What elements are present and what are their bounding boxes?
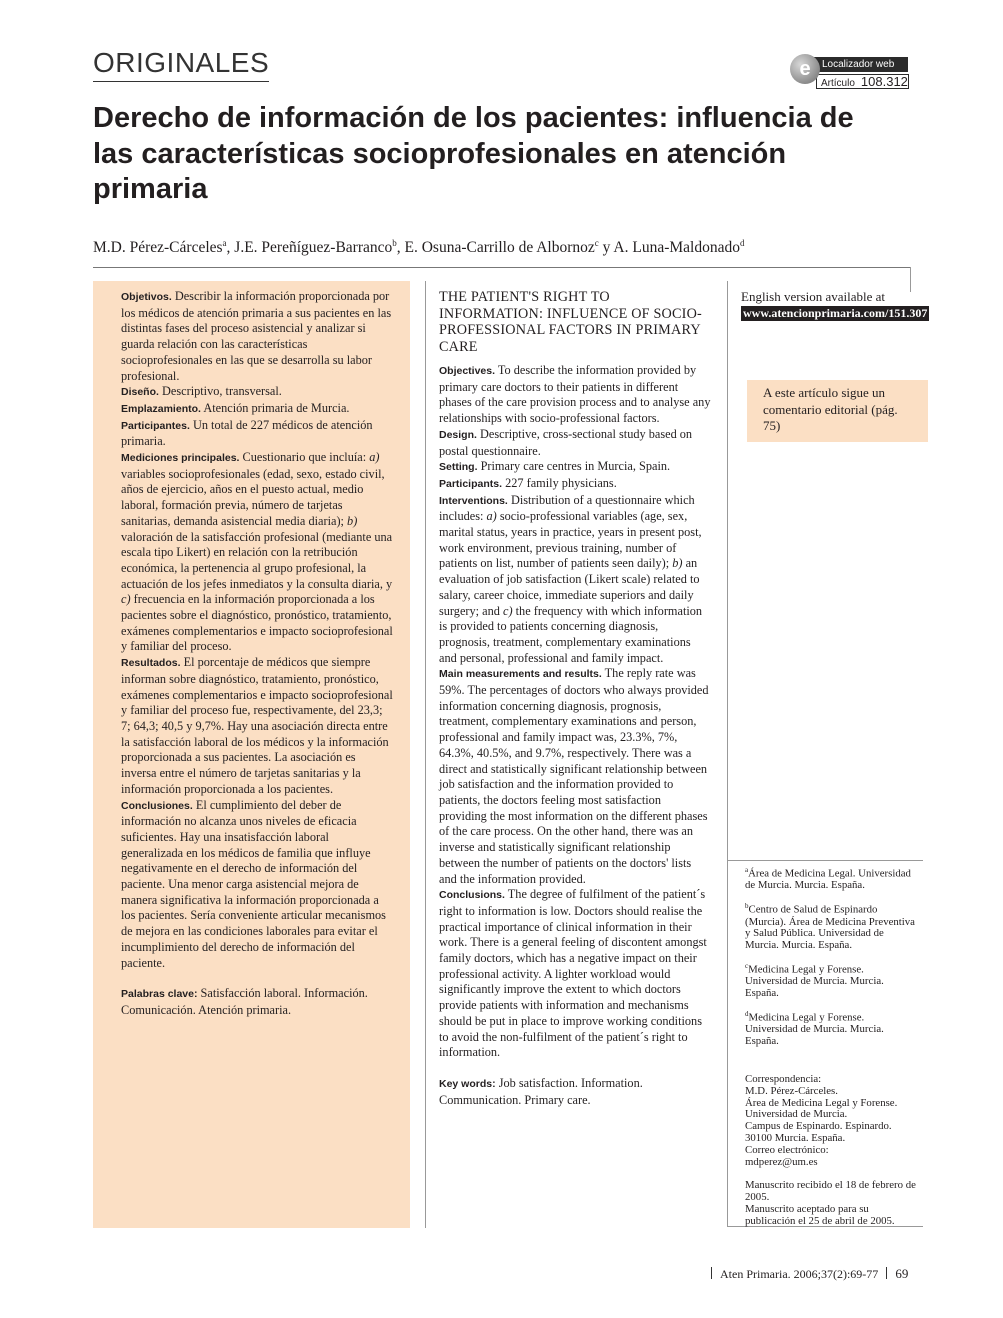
abstract-emplazamiento: Emplazamiento. Atención primaria de Murcia.: [121, 400, 350, 415]
english-version-note: [741, 289, 931, 321]
author-name: J.E. Pereñíguez-Barranco: [234, 239, 393, 257]
locator-title: Localizador web: [809, 57, 908, 72]
section-label: ORIGINALES: [93, 47, 269, 82]
e-logo-icon: e: [790, 54, 820, 84]
abstract-resultados: Resultados. El porcentaje de médicos que siempre informan sobre diagnóstico, tratamiento, pronóstico, exámenes complementarios e impacto socioprofesional y familiar del proceso fue, respectivamente, del 23,3; 7; 64,3; 40,5 y 9,7%. Hay una asociación directa entre la satisfacción laboral de los médicos y la información proporcionada a sus pacientes. La asociación es inversa entre el número de tarjetas sanitarias y la información proporcionada a los pacientes.: [121, 655, 393, 796]
journal-citation: Aten Primaria. 2006;37(2):69-77: [720, 1267, 879, 1281]
english-version-link[interactable]: www.atencionprimaria.com/151.307: [743, 306, 928, 320]
footer-separator: [886, 1267, 887, 1279]
author-separator: ,: [226, 239, 235, 257]
abstract-english: [439, 289, 711, 1108]
abstract-spanish: [93, 281, 410, 1228]
abstract-participants: Participants. 227 family physicians.: [439, 475, 617, 490]
english-available-text: English version available at: [741, 289, 886, 304]
abstract-objectives: Objectives. To describe the information provided by primary care doctors to their patients in different phases of the care provision process and to analyse any relationships with socio-professional factors.: [439, 363, 711, 426]
author-list: [93, 233, 923, 258]
abstract-keywords: Key words: Job satisfaction. Information. Communication. Primary care.: [439, 1075, 643, 1107]
header-divider: [93, 267, 911, 268]
abstract-diseno: Diseño. Descriptivo, transversal.: [121, 384, 282, 399]
locator-label: Artículo: [821, 78, 855, 89]
article-title: Derecho de información de los pacientes: influencia de las características socioprofesionales en atención primaria: [93, 102, 854, 205]
affiliation: $^c$Medicina Legal y Forense. Universidad de Murcia. Murcia. España.: [745, 961, 884, 1000]
manuscript-accepted: Manuscrito aceptado para su publicación el 25 de abril de 2005.: [745, 1202, 895, 1227]
author-name: E. Osuna-Carrillo de Albornoz: [404, 239, 595, 257]
author-affiliation-sup: d: [739, 238, 745, 248]
manuscript-received: Manuscrito recibido el 18 de febrero de 2005.: [745, 1179, 916, 1204]
affiliation: $^b$Centro de Salud de Espinardo (Murcia). Área de Medicina Preventiva y Salud Pública. Universidad de Murcia. Murcia. España.: [745, 902, 915, 952]
locator-article: [816, 74, 909, 89]
column-divider: [727, 281, 728, 861]
column-divider: [425, 281, 426, 1228]
author-affiliation-sup: c: [594, 238, 599, 248]
affiliations-box: [727, 860, 923, 1227]
abstract-mediciones: Mediciones principales. Cuestionario que incluía: a) variables socioprofesionales (edad, sexo, estado civil, años de ejercicio, años en el puesto actual, medio laboral, formación previa, número de tarjetas sanitarias, demanda asistencial media diaria); b) valoración de la satisfacción profesional (mediante una escala tipo Likert) en relación con la retribución económica, la pertenencia al grupo profesional, la actuación de los jefes inmediatos y la consulta diaria, y c) frecuencia en la información proporcionada a los pacientes sobre el diagnóstico, pronóstico, tratamiento, exámenes complementarios e impacto socioprofesional y familiar del proceso.: [121, 450, 393, 654]
abstract-objetivos: Objetivos. Describir la información proporcionada por los médicos de atención primaria a sus pacientes en las distintas fases del proceso asistencial y analizar si guarda relación con las características socioprofesionales en las que se desarrolla su labor profesional.: [121, 289, 392, 383]
correspondence-block: Correspondencia: M.D. Pérez-Cárceles. Área de Medicina Legal y Forense. Universidad de Murcia. Campus de Espinardo. Espinardo. 30100 Murcia. España. Correo electrónico: mdperez@um.es: [745, 1074, 919, 1168]
abstract-interventions: Interventions. Distribution of a questionnaire which includes: a) socio-professional variables (age, sex, marital status, years in practice, years in present post, work environment, previous training, number of patients on list, number of patients seen daily); b) an evaluation of job satisfaction (Likert scale) related to salary, career choice, immediate superiors and daily surgery; and c) the frequency with which information is provided to patients concerning diagnosis, prognosis, treatment, complementary examinations and personal, professional and family impact.: [439, 492, 703, 665]
footer-separator: [711, 1267, 712, 1279]
affiliation: $^d$Medicina Legal y Forense. Universidad de Murcia. Murcia. España.: [745, 1009, 884, 1048]
editorial-note: A este artículo sigue un comentario editorial (pág. 75): [747, 380, 928, 442]
abstract-conclusions: Conclusions. The degree of fulfilment of the patient´s right to information is low. Doctors should realise the practical importance of clinical information in their work. There is a general feeling of discontent amongst family doctors, which has a negative impact on their professional activity. A lighter workload would significantly improve the extent to which doctors provide patients with information and mechanisms should be put in place to improve working conditions to avoid the non-fulfilment of the patient´s right to information.: [439, 887, 707, 1060]
affiliation: $^a$Área de Medicina Legal. Universidad de Murcia. Murcia. España.: [745, 866, 911, 892]
english-title: THE PATIENT'S RIGHT TO INFORMATION: INFLUENCE OF SOCIO-PROFESSIONAL FACTORS IN PRIMARY CARE: [439, 289, 702, 355]
abstract-main-results: Main measurements and results. The reply rate was 59%. The percentages of doctors who always provided information concerning diagnosis, prognosis, treatment, complementary examinations and person, professional and family impact was, 23.3%, 7%, 64.3%, 40.5%, and 9.7%, respectively. There was a direct and statistically significant relationship between job satisfaction and the information provided to patients, the doctors feeling most satisfaction providing the most information on the different phases of the care process. On the other hand, there was an inverse and statistically significant relationship between the number of patients on the doctors' lists and the information provided.: [439, 666, 709, 886]
manuscript-dates: [745, 1180, 919, 1227]
locator-number: 108.312: [860, 74, 908, 89]
abstract-participantes: Participantes. Un total de 227 médicos de atención primaria.: [121, 417, 373, 449]
abstract-design: Design. Descriptive, cross-sectional study based on postal questionnaire.: [439, 426, 693, 458]
web-locator-badge[interactable]: [790, 53, 910, 89]
author-separator: y: [598, 239, 614, 257]
author-separator: ,: [396, 239, 405, 257]
abstract-conclusiones: Conclusiones. El cumplimiento del deber de información no alcanza unos niveles de eficacia suficientes. Hay una insatisfacción laboral generalizada en los médicos de familia que influye negativamente en el derecho de información del paciente. Una menor carga asistencial mejora de manera significativa la información proporcionada a los pacientes. Sería conveniente articular mecanismos de mejora en las condiciones laborales para evitar el incumplimiento del derecho de información del paciente.: [121, 797, 386, 970]
author-affiliation-sup: a: [222, 238, 227, 248]
abstract-palabras-clave: Palabras clave: Satisfacción laboral. Información. Comunicación. Atención primaria.: [121, 986, 368, 1017]
abstract-setting: Setting. Primary care centres in Murcia, Spain.: [439, 459, 671, 474]
author-name: M.D. Pérez-Cárceles: [93, 239, 223, 257]
page-number: 69: [895, 1266, 909, 1281]
correspondence-email[interactable]: mdperez@um.es: [745, 1155, 818, 1168]
author-name: A. Luna-Maldonado: [613, 239, 740, 257]
page-footer: [711, 1266, 908, 1282]
author-affiliation-sup: b: [392, 238, 397, 248]
